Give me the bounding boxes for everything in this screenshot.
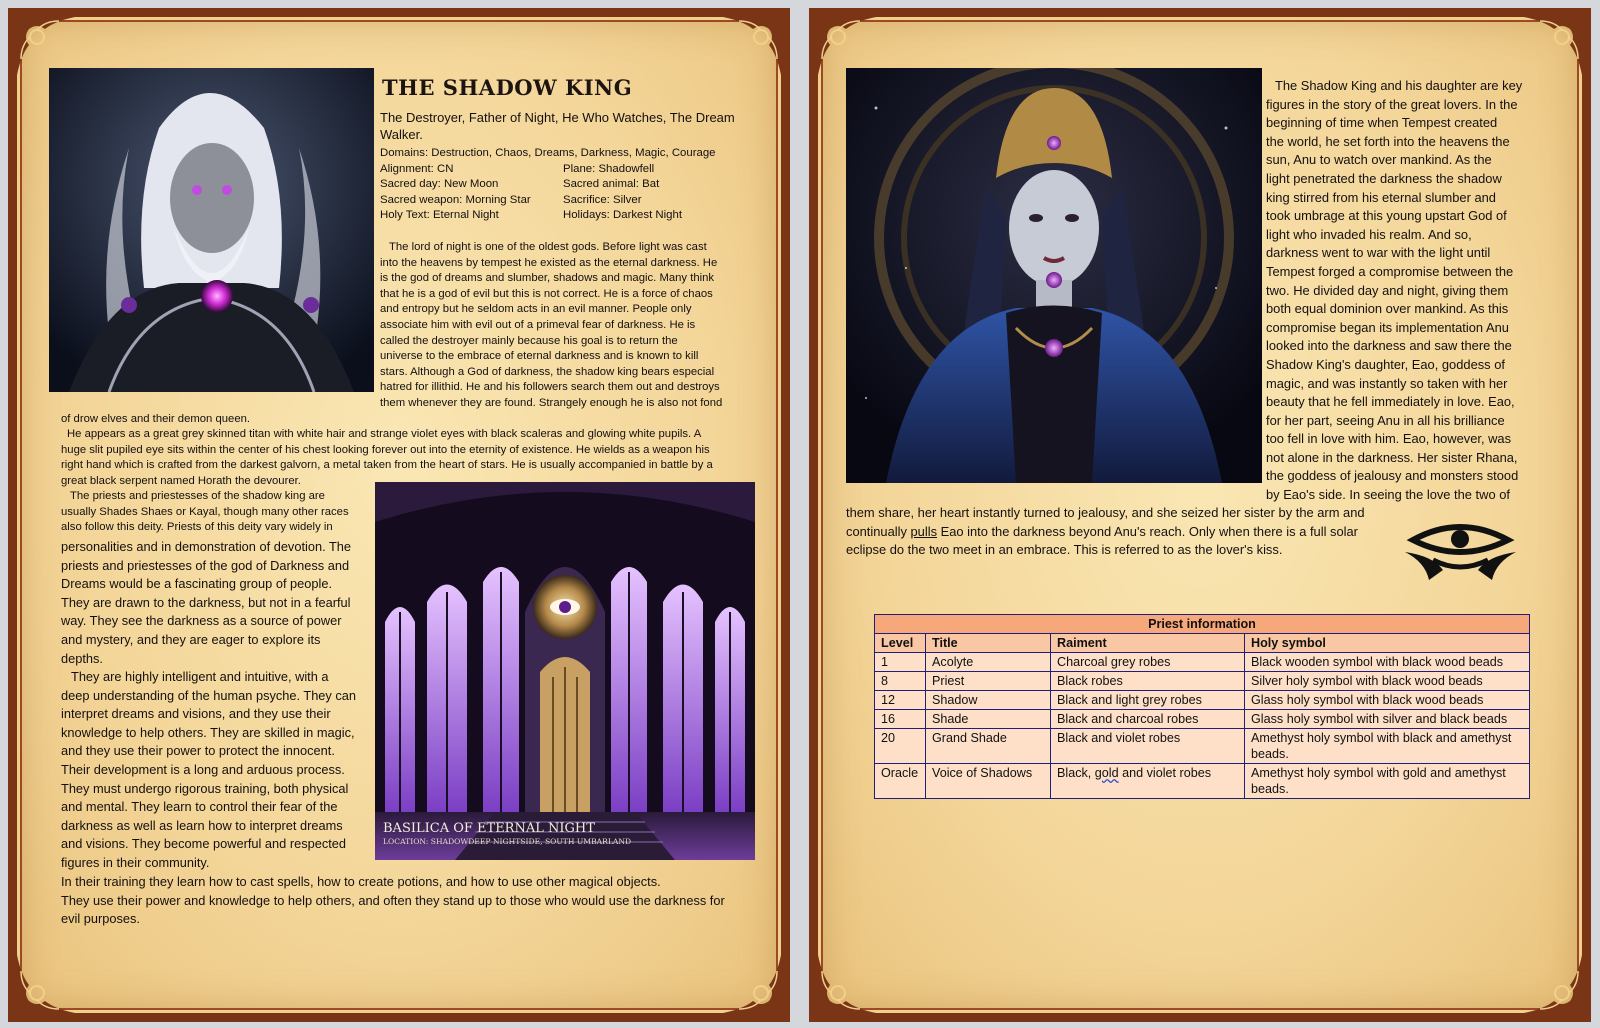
paragraph-appearance: He appears as a great grey skinned titan with white hair and strange violet eyes with black scaleras and glowing white pupils. A huge slit pupiled eye sits within the center of his chest looking forever out into the eternity of existence. He wields as a weapon his right hand which is crafted from the darkest galvorn, a metal taken from the heart of stars. He is usually accompanied in battle by a great black serpent named Horath the devourer. xyxy=(61,428,713,487)
deity-epithets: The Destroyer, Father of Night, He Who Watches, The Dream Walker. xyxy=(380,110,735,142)
cell-raiment: Black, gold and violet robes xyxy=(1051,764,1245,799)
cell-level: 20 xyxy=(875,729,926,764)
table-row xyxy=(875,691,1530,710)
corner-ornament-icon xyxy=(1514,945,1584,1015)
cell-raiment: Black and violet robes xyxy=(1051,729,1245,764)
basilica-artwork xyxy=(375,482,755,860)
page-title: THE SHADOW KING xyxy=(382,75,633,100)
corner-ornament-icon xyxy=(713,15,783,85)
header-raiment: Raiment xyxy=(1051,634,1245,653)
cell-raiment: Black and light grey robes xyxy=(1051,691,1245,710)
cell-holy-symbol: Amethyst holy symbol with black and amethyst beads. xyxy=(1245,729,1530,764)
paragraph-priests-training: They are highly intelligent and intuitive, with a deep understanding of the human psyche. They can interpret dreams and visions, and they use their knowledge to help others. They are skilled in magic, and they use their power to protect the innocent. Their development is a long and arduous process. They must undergo rigorous training, both physical and mental. They learn to control their fear of the darkness as well as learn how to interpret dreams and visions. They become powerful and respected figures in their community. xyxy=(61,669,357,870)
header-holy-symbol: Holy symbol xyxy=(1245,634,1530,653)
table-row xyxy=(875,653,1530,672)
cell-title: Acolyte xyxy=(926,653,1051,672)
table-title: Priest information xyxy=(875,615,1530,634)
cell-raiment: Black robes xyxy=(1051,672,1245,691)
cell-title: Shadow xyxy=(926,691,1051,710)
cell-title: Shade xyxy=(926,710,1051,729)
shadow-king-portrait xyxy=(49,68,374,392)
table-row xyxy=(875,764,1530,799)
priest-information-table xyxy=(874,614,1530,799)
header-title: Title xyxy=(926,634,1051,653)
table-row xyxy=(875,710,1530,729)
corner-ornament-icon xyxy=(1514,15,1584,85)
right-page xyxy=(809,8,1591,1022)
basilica-location: LOCATION: SHADOWDEEP NIGHTSIDE, SOUTH UMBARLAND xyxy=(383,837,632,846)
cell-title: Grand Shade xyxy=(926,729,1051,764)
cell-raiment: Black and charcoal robes xyxy=(1051,710,1245,729)
cell-level: 12 xyxy=(875,691,926,710)
cell-title: Voice of Shadows xyxy=(926,764,1051,799)
corner-ornament-icon xyxy=(816,945,886,1015)
paragraph-priests-nature: personalities and in demonstration of devotion. The priests and priestesses of the god of Darkness and Dreams would be a fascinating group of people. They are drawn to the darkness, but not in a fearful way. They see the darkness as a source of power and mystery, and they are eager to explore its depths. xyxy=(61,539,352,666)
paragraph-priests-purpose: In their training they learn how to cast spells, how to create potions, and how to use other magical objects. They use their power and knowledge to help others, and often they stand up to those who would use the darkness for evil purposes. xyxy=(61,874,725,927)
deity-domains: Domains: Destruction, Chaos, Dreams, Darkness, Magic, Courage xyxy=(380,147,716,159)
cell-holy-symbol: Glass holy symbol with black wood beads xyxy=(1245,691,1530,710)
cell-title: Priest xyxy=(926,672,1051,691)
table-row xyxy=(875,729,1530,764)
cell-level: 8 xyxy=(875,672,926,691)
cell-level: 16 xyxy=(875,710,926,729)
deity-stats: Alignment: CN Plane: Shadowfell Sacred day: New Moon Sacred animal: Bat Sacred weapon: Morning Star Sacrifice: Silver Holy Text: Eternal Night Holidays: Darkest Night xyxy=(380,162,683,222)
story-great-lovers: The Shadow King and his daughter are key figures in the story of the great lovers. In the beginning of time when Tempest created the world, he set forth into the heavens the sun, Anu to watch over mankind. As the light penetrated the darkness the shadow king stirred from his eternal slumber and took umbrage at this young upstart God of light who invaded his realm. And so, darkness went to war with the light until Tempest forged a compromise between the two. He divided day and night, giving them both equal dominion over mankind. As this compromise began its implementation Anu looked into the darkness and saw there the Shadow King's daughter, Eao, goddess of magic, and was instantly so taken with her beauty that he fell immediately in love. Eao, for her part, seeing Anu in all his brilliance too fell in love with him. Eao, however, was not alone in the darkness. Her sister Rhana, the goddess of jealousy and monsters stood by Eao's side. In seeing the love the two of xyxy=(1266,78,1523,503)
story-great-lovers-tail: them share, her heart instantly turned to jealousy, and she seized her sister by the arm and continually pulls Eao into the darkness beyond Anu's reach. Only when there is a full solar eclipse do the two meet in an embrace. This is referred to as the lover's kiss. xyxy=(846,505,1365,558)
corner-ornament-icon xyxy=(15,945,85,1015)
table-header-row xyxy=(875,634,1530,653)
paragraph-origin: The lord of night is one of the oldest gods. Before light was cast into the heavens by tempest he existed as the eternal darkness. He is the god of dreams and slumber, shadows and magic. Many think that he is a god of evil but this is not correct. He is a force of chaos and entropy but he seldom acts in an evil manner. People only associate him with evil out of a primeval fear of darkness. He is called the destroyer mainly because his goal is to return the universe to the embrace of eternal darkness and is known to kill stars. Although a God of darkness, the shadow king bears especial hatred for illithid. He and his followers search them out and destroys them whenever they are found. Strangely enough he is also not fond xyxy=(380,241,723,409)
table-row xyxy=(875,672,1530,691)
corner-ornament-icon xyxy=(713,945,783,1015)
cell-holy-symbol: Amethyst holy symbol with gold and amethyst beads. xyxy=(1245,764,1530,799)
eao-portrait xyxy=(846,68,1262,483)
holy-symbol-eye-icon xyxy=(1403,522,1518,582)
paragraph-origin-tail: of drow elves and their demon queen. xyxy=(61,412,251,425)
cell-holy-symbol: Black wooden symbol with black wood beads xyxy=(1245,653,1530,672)
cell-holy-symbol: Silver holy symbol with black wood beads xyxy=(1245,672,1530,691)
cell-level: 1 xyxy=(875,653,926,672)
cell-holy-symbol: Glass holy symbol with silver and black beads xyxy=(1245,710,1530,729)
basilica-caption: BASILICA OF ETERNAL NIGHT xyxy=(383,821,595,836)
header-level: Level xyxy=(875,634,926,653)
paragraph-priests-intro: The priests and priestesses of the shadow king are usually Shades Shaes or Kayal, though many other races also follow this deity. Priests of this deity vary widely in xyxy=(61,490,349,534)
left-page xyxy=(8,8,790,1022)
cell-level: Oracle xyxy=(875,764,926,799)
cell-raiment: Charcoal grey robes xyxy=(1051,653,1245,672)
